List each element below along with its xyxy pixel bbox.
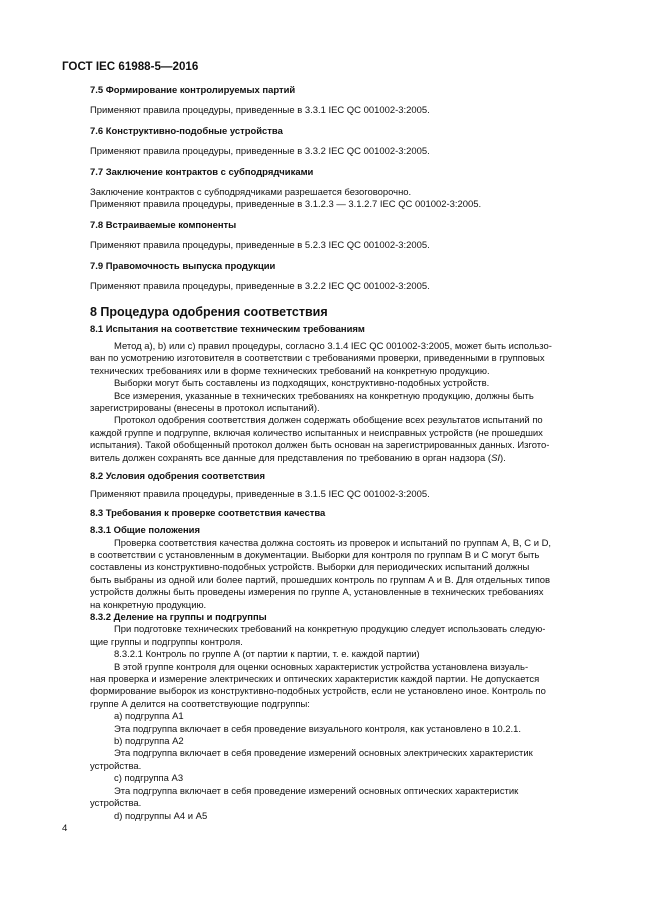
- section-8-3-heading: 8.3 Требования к проверке соответствия качества: [90, 507, 326, 519]
- section-8-3-2-line: В этой группе контроля для оценки основных характеристик устройства установлена визуаль-: [114, 661, 529, 673]
- section-8-1-body: [90, 341, 600, 465]
- section-8-3-2-line: При подготовке технических требований на конкретную продукцию следует использовать следую-: [114, 624, 546, 636]
- subgroup-a2-label: b) подгруппа А2: [114, 736, 184, 748]
- section-8-3-2-line: щие группы и подгруппы контроля.: [90, 636, 243, 648]
- page-body: [90, 85, 600, 823]
- subgroup-a3-text: Эта подгруппа включает в себя проведение измерений основных оптических характеристик: [114, 785, 519, 797]
- section-8-1-line-last: [90, 453, 600, 465]
- section-8-3-2-line: ная проверка и измерение электрических и оптических характеристик каждой партии. Не допускается: [90, 674, 540, 686]
- subgroup-a2-text: Эта подгруппа включает в себя проведение измерений основных электрических характеристик: [114, 748, 533, 760]
- section-7-6-text: Применяют правила процедуры, приведенные в 3.3.2 IEC QC 001002-3:2005.: [90, 146, 430, 158]
- section-7-6-heading: 7.6 Конструктивно-подобные устройства: [90, 125, 283, 137]
- section-8-3-1-line: в соответствии с установленным в документации. Выборки для контроля по группам В и С могут быть: [90, 549, 540, 561]
- section-7-7-line-1: Заключение контрактов с субподрядчиками разрешается безоговорочно.: [90, 187, 412, 199]
- section-8-1-line: Выборки могут быть составлены из подходящих, конструктивно-подобных устройств.: [114, 378, 490, 390]
- section-7-8-heading: 7.8 Встраиваемые компоненты: [90, 219, 237, 231]
- section-7-7-heading: 7.7 Заключение контрактов с субподрядчиками: [90, 166, 314, 178]
- section-8-3-1-heading: 8.3.1 Общие положения: [90, 525, 200, 537]
- section-8-3-2-line: формирование выборок из конструктивно-подобных устройств, если не установлено иное. Контроль по: [90, 686, 546, 698]
- section-8-1-line: зарегистрированы (внесены в протокол испытаний).: [90, 402, 320, 414]
- section-8-3-1-line: составлены из конструктивно-подобных устройств. Выборки для периодических испытаний должны: [90, 562, 530, 574]
- section-8-1-line: ван по усмотрению изготовителя в соответствии с требованиями проверки, приведенными в групповых: [90, 353, 545, 365]
- subgroup-a1-label: a) подгруппа А1: [114, 711, 184, 723]
- section-7-7-line-2: Применяют правила процедуры, приведенные в 3.1.2.3 — 3.1.2.7 IEC QC 001002-3:2005.: [90, 199, 482, 211]
- section-7-5-heading: 7.5 Формирование контролируемых партий: [90, 85, 296, 96]
- section-8-3-1-line: быть выбраны из одной или более партий, прошедших контроль по группам А и В. Для отдельных типов: [90, 574, 551, 586]
- section-7-9-text: Применяют правила процедуры, приведенные в 3.2.2 IEC QC 001002-3:2005.: [90, 281, 430, 293]
- section-7-9-heading: 7.9 Правомочность выпуска продукции: [90, 260, 276, 272]
- subgroup-a3-label: c) подгруппа А3: [114, 773, 184, 785]
- section-8-1-line: Все измерения, указанные в технических требованиях на конкретную продукцию, должны быть: [114, 390, 534, 402]
- section-8-1-line: Метод а), b) или с) правил процедуры, согласно 3.1.4 IEC QC 001002-3:2005, может быть использо-: [114, 340, 552, 352]
- section-8-1-heading: 8.1 Испытания на соответствие техническим требованиям: [90, 324, 365, 336]
- section-8-3-2-1-title: 8.3.2.1 Контроль по группе А (от партии к партии, т. е. каждой партии): [114, 649, 420, 661]
- document-standard-id: ГОСТ IEC 61988-5—2016: [62, 60, 199, 73]
- page-number: 4: [62, 823, 68, 834]
- supervisory-body-abbr: SI: [491, 452, 500, 464]
- section-8-heading: 8 Процедура одобрения соответствия: [90, 305, 328, 320]
- subgroup-a1-text: Эта подгруппа включает в себя проведение визуального контроля, как установлено в 10.2.1.: [114, 723, 521, 735]
- section-8-3-1-line: устройств должны быть проведены измерения по группе А, установленные в технических требованиях: [90, 587, 544, 599]
- section-8-3-2-line: группе А делится на соответствующие подгруппы:: [90, 698, 310, 710]
- section-8-1-line: испытания). Такой обобщенный протокол должен быть основан на зарегистрированных данных. Изгото-: [90, 440, 550, 452]
- section-8-3-1-line: Проверка соответствия качества должна состоять из проверок и испытаний по группам А, В, С и D,: [114, 537, 552, 549]
- section-8-1-last-text: витель должен сохранять все данные для представления по требованию в орган надзора (: [90, 452, 492, 464]
- section-8-3-1-line: на конкретную продукцию.: [90, 599, 207, 611]
- section-7-5-text: Применяют правила процедуры, приведенные в 3.3.1 IEC QC 001002-3:2005.: [90, 105, 430, 117]
- section-8-2-text: Применяют правила процедуры, приведенные в 3.1.5 IEC QC 001002-3:2005.: [90, 489, 430, 501]
- section-7-8-text: Применяют правила процедуры, приведенные в 5.2.3 IEC QC 001002-3:2005.: [90, 240, 430, 252]
- section-8-1-line: каждой группе и подгруппе, включая количество испытанных и неисправных устройств (не прошедших: [90, 427, 543, 439]
- subgroup-a3-text-cont: устройства.: [90, 798, 142, 810]
- section-8-3-2-heading: 8.3.2 Деление на группы и подгруппы: [90, 612, 267, 623]
- section-8-1-last-tail: ).: [500, 452, 506, 464]
- section-8-1-line: технических требованиях или в форме технических требований на конкретную продукцию.: [90, 365, 490, 377]
- section-8-2-heading: 8.2 Условия одобрения соответствия: [90, 470, 265, 482]
- subgroup-a4-a5-label: d) подгруппы А4 и А5: [114, 810, 208, 822]
- section-8-1-line: Протокол одобрения соответствия должен содержать обобщение всех результатов испытаний по: [114, 415, 543, 427]
- subgroup-a2-text-cont: устройства.: [90, 760, 142, 772]
